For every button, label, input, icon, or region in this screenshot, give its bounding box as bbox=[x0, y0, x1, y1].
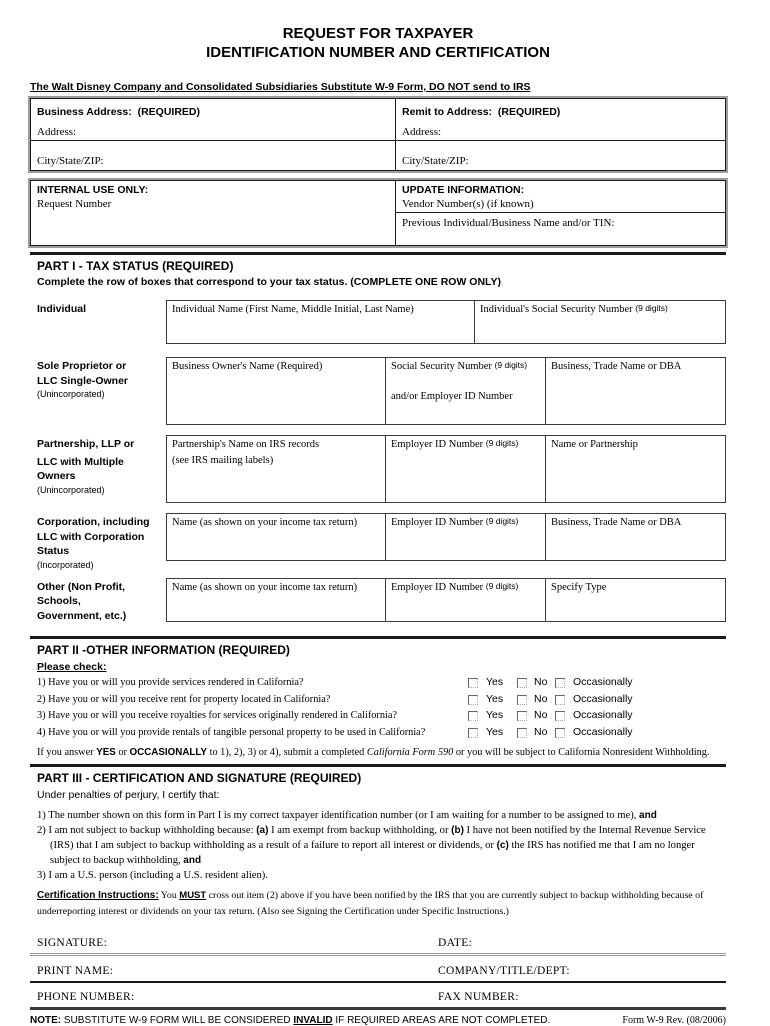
corporation-label bbox=[30, 513, 166, 570]
partnership-note: (Unincorporated) bbox=[37, 484, 105, 495]
sole-proprietor-label bbox=[30, 357, 166, 425]
partnership-altname-label: Name or Partnership bbox=[551, 439, 638, 450]
certification-instructions bbox=[37, 888, 726, 920]
partnership-altname-field[interactable] bbox=[546, 436, 725, 502]
form-title-line1: REQUEST FOR TAXPAYER bbox=[282, 25, 474, 42]
individual-ssn-digits-note: (9 digits) bbox=[635, 303, 668, 313]
substitute-form-note: The Walt Disney Company and Consolidated Subsidiaries Substitute W-9 Form, DO NOT send to IRS bbox=[30, 81, 531, 93]
note-text-1: SUBSTITUTE W-9 FORM WILL BE CONSIDERED bbox=[61, 1015, 294, 1026]
individual-ssn-label: Individual's Social Security Number bbox=[480, 304, 636, 315]
corporation-label-line1: Corporation, including bbox=[37, 516, 150, 528]
previous-name-field[interactable] bbox=[396, 213, 725, 231]
remit-address-cell[interactable] bbox=[396, 99, 725, 170]
certification-item-1 bbox=[37, 808, 726, 823]
part2-divider bbox=[30, 636, 726, 639]
checkbox-q2-occasionally[interactable] bbox=[555, 695, 565, 705]
part1-divider bbox=[30, 252, 726, 255]
q3-no-label: No bbox=[534, 709, 548, 721]
corporation-name-label: Name (as shown on your income tax return) bbox=[172, 517, 358, 528]
q4-occasionally-label: Occasionally bbox=[573, 725, 633, 738]
q3-yes-label: Yes bbox=[486, 709, 504, 721]
invalid-note bbox=[30, 1015, 550, 1026]
partnership-name-field[interactable] bbox=[167, 436, 386, 502]
other-ein-digits-note: (9 digits) bbox=[485, 580, 519, 591]
tax-status-rows bbox=[30, 300, 726, 623]
note-invalid: INVALID bbox=[293, 1015, 333, 1026]
sole-proprietor-label-line2: LLC Single-Owner bbox=[37, 374, 129, 387]
tax-row-other bbox=[30, 578, 726, 624]
individual-label bbox=[30, 300, 166, 344]
item2-text-2: I am exempt from backup withholding, or bbox=[268, 825, 452, 836]
item2-b: (b) bbox=[451, 825, 464, 836]
question-row-3 bbox=[30, 709, 726, 726]
individual-label-line1: Individual bbox=[37, 303, 87, 315]
tax-row-individual bbox=[30, 300, 726, 344]
corporation-label-line2: LLC with Corporation Status bbox=[37, 530, 145, 557]
business-address-header bbox=[37, 106, 200, 118]
footnote-occasionally: OCCASIONALLY bbox=[129, 747, 208, 758]
california-withholding-note bbox=[37, 747, 726, 758]
perjury-intro: Under penalties of perjury, I certify that: bbox=[37, 789, 220, 801]
footnote-yes: YES bbox=[96, 747, 116, 758]
vendor-number-label: Vendor Number(s) (if known) bbox=[402, 198, 534, 210]
company-title-dept-label: COMPANY/TITLE/DEPT: bbox=[438, 965, 570, 977]
cert-must: MUST bbox=[179, 890, 207, 901]
question-3-text: 3) Have you or will you receive royalties for services originally rendered in California? bbox=[37, 710, 397, 721]
partnership-box bbox=[166, 435, 726, 503]
individual-box bbox=[166, 300, 726, 344]
certification-item-2 bbox=[37, 823, 726, 868]
individual-ssn-field[interactable] bbox=[475, 301, 725, 343]
other-ein-label: Employer ID Number bbox=[391, 581, 486, 593]
sole-proprietor-dba-field[interactable] bbox=[546, 358, 725, 424]
part3-divider bbox=[30, 764, 726, 767]
corporation-note: (Incorporated) bbox=[37, 559, 94, 570]
business-address-label: Business Address: bbox=[37, 106, 132, 118]
checkbox-q3-occasionally[interactable] bbox=[555, 711, 565, 721]
corporation-ein-digits-note: (9 digits) bbox=[485, 516, 519, 526]
footnote-text-3: to 1), 2), 3) or 4), submit a completed bbox=[207, 747, 367, 758]
note-text-2: IF REQUIRED AREAS ARE NOT COMPLETED. bbox=[332, 1015, 551, 1026]
remit-city-label: City/State/ZIP: bbox=[402, 155, 469, 167]
other-name-label: Name (as shown on your income tax return) bbox=[172, 581, 358, 593]
signature-label: SIGNATURE: bbox=[37, 937, 108, 949]
tax-row-partnership bbox=[30, 435, 726, 503]
sp-ein-label: and/or Employer ID Number bbox=[391, 391, 513, 402]
part2-questions bbox=[30, 676, 726, 742]
sole-proprietor-box bbox=[166, 357, 726, 425]
checkbox-q2-no[interactable] bbox=[517, 695, 527, 705]
q1-no-label: No bbox=[534, 676, 548, 688]
question-row-2 bbox=[30, 693, 726, 710]
corporation-ein-label: Employer ID Number bbox=[391, 517, 486, 528]
partnership-ein-label: Employer ID Number bbox=[391, 439, 486, 450]
remit-address-label: Remit to Address: bbox=[402, 106, 493, 118]
print-name-label: PRINT NAME: bbox=[37, 965, 114, 977]
tax-row-sole-proprietor bbox=[30, 357, 726, 425]
corporation-dba-field[interactable] bbox=[546, 514, 725, 560]
partnership-ein-digits-note: (9 digits) bbox=[485, 438, 519, 448]
item1-text: 1) The number shown on this form in Part I is my correct taxpayer identification number (or I am waiting for a number to be assigned to me), bbox=[37, 810, 640, 821]
individual-name-label: Individual Name (First Name, Middle Initial, Last Name) bbox=[172, 304, 414, 315]
partnership-mailing-label: (see IRS mailing labels) bbox=[172, 455, 274, 466]
q4-yes-label: Yes bbox=[486, 725, 504, 738]
request-number-label: Request Number bbox=[37, 198, 112, 210]
partnership-ein-field[interactable] bbox=[386, 436, 546, 502]
checkbox-q4-yes[interactable] bbox=[468, 728, 478, 738]
individual-name-field[interactable] bbox=[167, 301, 475, 343]
other-label-line1: Other (Non Profit, Schools, bbox=[37, 580, 126, 607]
question-row-4 bbox=[30, 726, 726, 743]
other-label bbox=[30, 578, 166, 624]
question-row-1 bbox=[30, 676, 726, 693]
item2-text-1: 2) I am not subject to backup withholding because: bbox=[37, 825, 257, 836]
business-city-field[interactable] bbox=[31, 141, 395, 170]
tax-row-corporation bbox=[30, 513, 726, 570]
form-title-line2: IDENTIFICATION NUMBER AND CERTIFICATION bbox=[206, 44, 550, 61]
other-name-field[interactable] bbox=[167, 579, 386, 621]
address-table bbox=[30, 98, 726, 171]
internal-use-cell[interactable] bbox=[31, 181, 396, 245]
item1-and: and bbox=[639, 810, 657, 821]
checkbox-q3-yes[interactable] bbox=[468, 711, 478, 721]
date-label: DATE: bbox=[438, 937, 473, 949]
remit-address-field[interactable] bbox=[396, 99, 725, 141]
signature-block bbox=[30, 929, 726, 1010]
other-box bbox=[166, 578, 726, 622]
sp-dba-label: Business, Trade Name or DBA bbox=[551, 361, 682, 372]
certification-item-3: 3) I am a U.S. person (including a U.S. resident alien). bbox=[37, 870, 268, 881]
checkbox-q1-yes[interactable] bbox=[468, 678, 478, 688]
checkbox-q4-occasionally[interactable] bbox=[555, 728, 565, 738]
remit-address-header bbox=[402, 106, 560, 118]
business-city-label: City/State/ZIP: bbox=[37, 155, 104, 167]
corporation-box bbox=[166, 513, 726, 561]
form-revision: Form W-9 Rev. (08/2006) bbox=[622, 1015, 726, 1026]
question-2-text: 2) Have you or will you receive rent for property located in California? bbox=[37, 693, 331, 705]
partnership-label-line1: Partnership, LLP or bbox=[37, 438, 135, 450]
item2-text-3: I have not been notified by the Internal Revenue Service (IRS) that I am subject to backup withholding as a result of a failure to report all interest or dividends, or bbox=[50, 825, 706, 851]
partnership-label-line2: LLC with Multiple Owners bbox=[37, 455, 124, 482]
business-required-tag: (REQUIRED) bbox=[137, 106, 200, 118]
printname-company-row[interactable] bbox=[30, 956, 726, 983]
other-specify-field[interactable] bbox=[546, 579, 725, 621]
internal-use-header: INTERNAL USE ONLY: bbox=[37, 184, 149, 196]
cert-text-2: cross out item (2) above if you have been notified by the IRS that you are currently subject to backup withholding because of underreporting interest or dividends on your tax return. (Also see Signing the Certification under Specific Instructions.) bbox=[37, 890, 704, 917]
item2-and: and bbox=[183, 855, 202, 866]
q4-no-label: No bbox=[534, 725, 548, 738]
form-title bbox=[30, 24, 726, 62]
internal-update-table bbox=[30, 180, 726, 246]
checkbox-q4-no[interactable] bbox=[517, 728, 527, 738]
part1-heading: PART I - TAX STATUS (REQUIRED) bbox=[37, 259, 234, 273]
remit-address-line-label: Address: bbox=[402, 126, 442, 138]
checkbox-q1-occasionally[interactable] bbox=[555, 678, 565, 688]
corporation-ein-field[interactable] bbox=[386, 514, 546, 560]
footnote-form-590: California Form 590 bbox=[366, 747, 454, 758]
q2-yes-label: Yes bbox=[486, 692, 504, 705]
part1-instruction: Complete the row of boxes that correspond to your tax status. (COMPLETE ONE ROW ONLY) bbox=[37, 276, 501, 288]
remit-required-tag: (REQUIRED) bbox=[497, 106, 561, 118]
phone-fax-row[interactable] bbox=[30, 983, 726, 1010]
update-information-header: UPDATE INFORMATION: bbox=[402, 184, 525, 196]
business-address-cell[interactable] bbox=[31, 99, 396, 170]
business-address-field[interactable] bbox=[31, 99, 395, 141]
checkbox-q1-no[interactable] bbox=[517, 678, 527, 688]
vendor-number-field[interactable] bbox=[396, 181, 725, 213]
footnote-text-1: If you answer bbox=[37, 747, 97, 758]
certification-items bbox=[37, 808, 726, 883]
business-address-line-label: Address: bbox=[37, 126, 77, 138]
owner-name-label: Business Owner's Name (Required) bbox=[172, 361, 323, 372]
sp-ssn-digits-note: (9 digits) bbox=[494, 360, 528, 370]
checkbox-q3-no[interactable] bbox=[517, 711, 527, 721]
q2-no-label: No bbox=[534, 692, 548, 705]
item2-text-4: the IRS has notified me that I am no longer subject to backup withholding, bbox=[50, 840, 695, 866]
please-check-label: Please check: bbox=[37, 661, 107, 673]
other-ein-field[interactable] bbox=[386, 579, 546, 621]
partnership-name-label: Partnership's Name on IRS records bbox=[172, 439, 320, 450]
q3-occasionally-label: Occasionally bbox=[573, 709, 633, 721]
previous-name-label: Previous Individual/Business Name and/or TIN: bbox=[402, 217, 615, 229]
sole-proprietor-ssn-field[interactable] bbox=[386, 358, 546, 424]
sole-proprietor-note: (Unincorporated) bbox=[37, 389, 105, 399]
item2-c: (c) bbox=[496, 840, 509, 851]
question-1-text: 1) Have you or will you provide services rendered in California? bbox=[37, 677, 304, 688]
certification-instructions-label: Certification Instructions: bbox=[37, 890, 159, 901]
remit-city-field[interactable] bbox=[396, 141, 725, 170]
phone-number-label: PHONE NUMBER: bbox=[37, 991, 135, 1003]
sole-proprietor-label-line1: Sole Proprietor or bbox=[37, 360, 127, 372]
footnote-text-2: or bbox=[115, 747, 130, 758]
question-4-text: 4) Have you or will you provide rentals of tangible personal property to be used in California? bbox=[37, 726, 426, 738]
part3-heading: PART III - CERTIFICATION AND SIGNATURE (REQUIRED) bbox=[37, 771, 362, 785]
other-specify-label: Specify Type bbox=[551, 581, 607, 593]
owner-name-field[interactable] bbox=[167, 358, 386, 424]
corporation-name-field[interactable] bbox=[167, 514, 386, 560]
q1-occasionally-label: Occasionally bbox=[573, 676, 633, 688]
other-label-line2: Government, etc.) bbox=[37, 609, 127, 622]
checkbox-q2-yes[interactable] bbox=[468, 695, 478, 705]
update-information-cell bbox=[396, 181, 725, 245]
partnership-label bbox=[30, 435, 166, 503]
item2-a: (a) bbox=[256, 825, 269, 836]
corporation-dba-label: Business, Trade Name or DBA bbox=[551, 517, 682, 528]
fax-number-label: FAX NUMBER: bbox=[438, 991, 519, 1003]
note-label: NOTE: bbox=[30, 1015, 62, 1026]
q2-occasionally-label: Occasionally bbox=[573, 692, 633, 705]
footer-row bbox=[30, 1015, 726, 1026]
sp-ssn-label: Social Security Number bbox=[391, 361, 495, 372]
part2-heading: PART II -OTHER INFORMATION (REQUIRED) bbox=[37, 643, 290, 657]
cert-text-1: You bbox=[158, 890, 180, 901]
signature-date-row[interactable] bbox=[30, 929, 726, 956]
q1-yes-label: Yes bbox=[486, 676, 504, 688]
footnote-text-4: or you will be subject to California Nonresident Withholding. bbox=[453, 747, 710, 758]
